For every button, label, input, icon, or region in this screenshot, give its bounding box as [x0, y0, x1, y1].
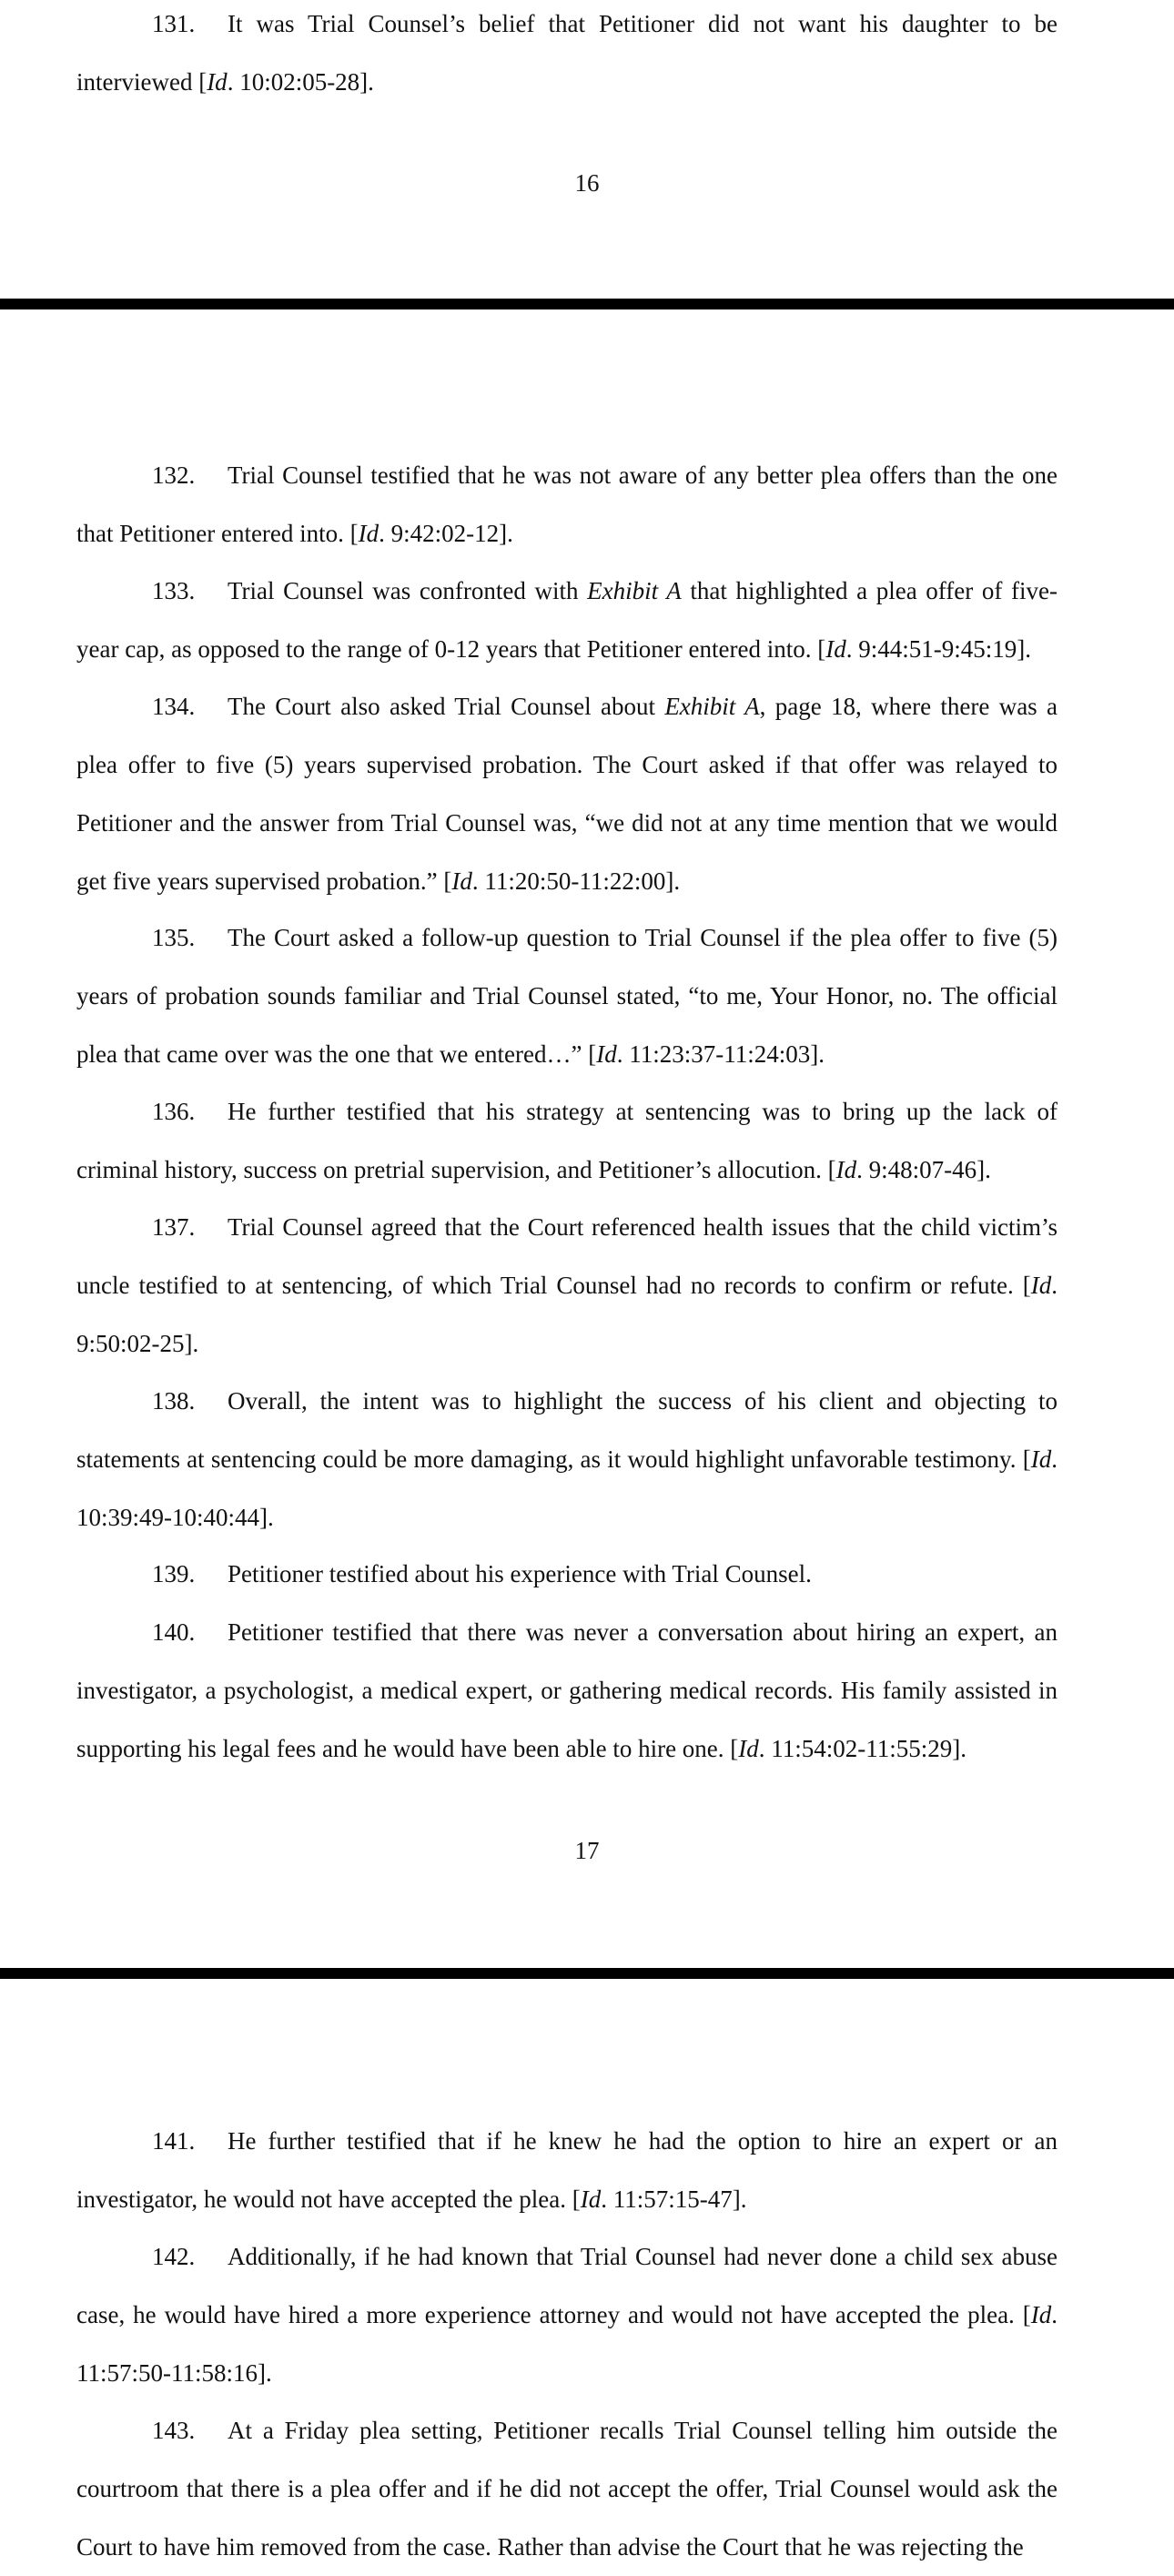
paragraph-137 [76, 1198, 1058, 1373]
paragraph-number: 137. [152, 1213, 196, 1241]
paragraph-number: 142. [152, 2243, 196, 2270]
paragraph-text: Trial Counsel agreed that the Court referenced health issues that the child victim’s uncle testified to at sentencing, of which Trial Counsel had no records to confirm or refute. [Id. 9:50:02-25]. [76, 1213, 1058, 1357]
paragraph-text: He further testified that if he knew he had the option to hire an expert or an investigator, he would not have accepted the plea. [Id. 11:57:15-47]. [76, 2127, 1058, 2213]
paragraph-140 [76, 1603, 1058, 1778]
page-divider [0, 299, 1174, 309]
paragraph-number: 138. [152, 1387, 196, 1415]
page-number: 17 [574, 1837, 600, 1864]
paragraph-text: At a Friday plea setting, Petitioner recalls Trial Counsel telling him outside the courtroom that there is a plea offer and if he did not accept the offer, Trial Counsel would ask the Court to have him removed from the case. Rather than advise the Court that he was rejecting the [76, 2417, 1058, 2561]
paragraph-number: 135. [152, 924, 196, 951]
paragraph-number: 131. [152, 10, 196, 37]
paragraph-text: He further testified that his strategy at sentencing was to bring up the lack of criminal history, success on pretrial supervision, and Petitioner’s allocution. [Id. 9:48:07-46]. [76, 1098, 1058, 1183]
paragraph-number: 140. [152, 1618, 196, 1646]
paragraph-text: The Court asked a follow-up question to Trial Counsel if the plea offer to five (5) years of probation sounds familiar and Trial Counsel stated, “to me, Your Honor, no. The official plea that came over was the one that we entered…” [Id. 11:23:37-11:24:03]. [76, 924, 1058, 1068]
paragraph-text: Additionally, if he had known that Trial Counsel had never done a child sex abuse case, he would have hired a more experience attorney and would not have accepted the plea. [Id. 11:57:50-11:58:16]. [76, 2243, 1058, 2387]
paragraph-134 [76, 677, 1058, 910]
document-page-16 [0, 0, 1174, 299]
page-number: 16 [574, 169, 600, 197]
paragraph-text: Petitioner testified that there was never a conversation about hiring an expert, an investigator, a psychologist, a medical expert, or gathering medical records. His family assisted in supporting his legal fees and he would have been able to hire one. [Id. 11:54:02-11:55:29]. [76, 1618, 1058, 1762]
paragraph-text: Overall, the intent was to highlight the success of his client and objecting to statements at sentencing could be more damaging, as it would highlight unfavorable testimony. [Id. 10:39:49-10:40:44]. [76, 1387, 1058, 1531]
paragraph-138 [76, 1372, 1058, 1547]
paragraph-number: 143. [152, 2417, 196, 2444]
paragraph-number: 139. [152, 1560, 196, 1587]
paragraph-142 [76, 2227, 1058, 2402]
paragraph-text: Trial Counsel testified that he was not aware of any better plea offers than the one that Petitioner entered into. [Id. 9:42:02-12]. [76, 461, 1058, 547]
paragraph-text: Petitioner testified about his experience with Trial Counsel. [228, 1560, 812, 1587]
paragraph-143 [76, 2401, 1058, 2576]
paragraph-text: It was Trial Counsel’s belief that Petitioner did not want his daughter to be interviewed [Id. 10:02:05-28]. [76, 10, 1058, 96]
paragraph-141 [76, 2112, 1058, 2228]
paragraph-132 [76, 446, 1058, 563]
paragraph-133 [76, 562, 1058, 678]
paragraph-131 [76, 0, 1058, 111]
paragraph-136 [76, 1082, 1058, 1199]
paragraph-number: 134. [152, 693, 196, 720]
paragraph-number: 133. [152, 577, 196, 604]
paragraph-135 [76, 908, 1058, 1083]
document-page-18 [0, 1979, 1174, 2561]
paragraph-text: The Court also asked Trial Counsel about Exhibit A, page 18, where there was a plea offer to five (5) years supervised probation. The Court asked if that offer was relayed to Petitioner and the answer from Trial Counsel was, “we did not at any time mention that we would get five years supervised probation.” [Id. 11:20:50-11:22:00]. [76, 693, 1058, 895]
paragraph-number: 132. [152, 461, 196, 489]
paragraph-139 [76, 1545, 1058, 1603]
paragraph-text: Trial Counsel was confronted with Exhibit A that highlighted a plea offer of five-year cap, as opposed to the range of 0-12 years that Petitioner entered into. [Id. 9:44:51-9:45:19]. [76, 577, 1058, 663]
document-page-17 [0, 309, 1174, 1968]
paragraph-number: 141. [152, 2127, 196, 2155]
page-divider [0, 1968, 1174, 1979]
paragraph-number: 136. [152, 1098, 196, 1125]
